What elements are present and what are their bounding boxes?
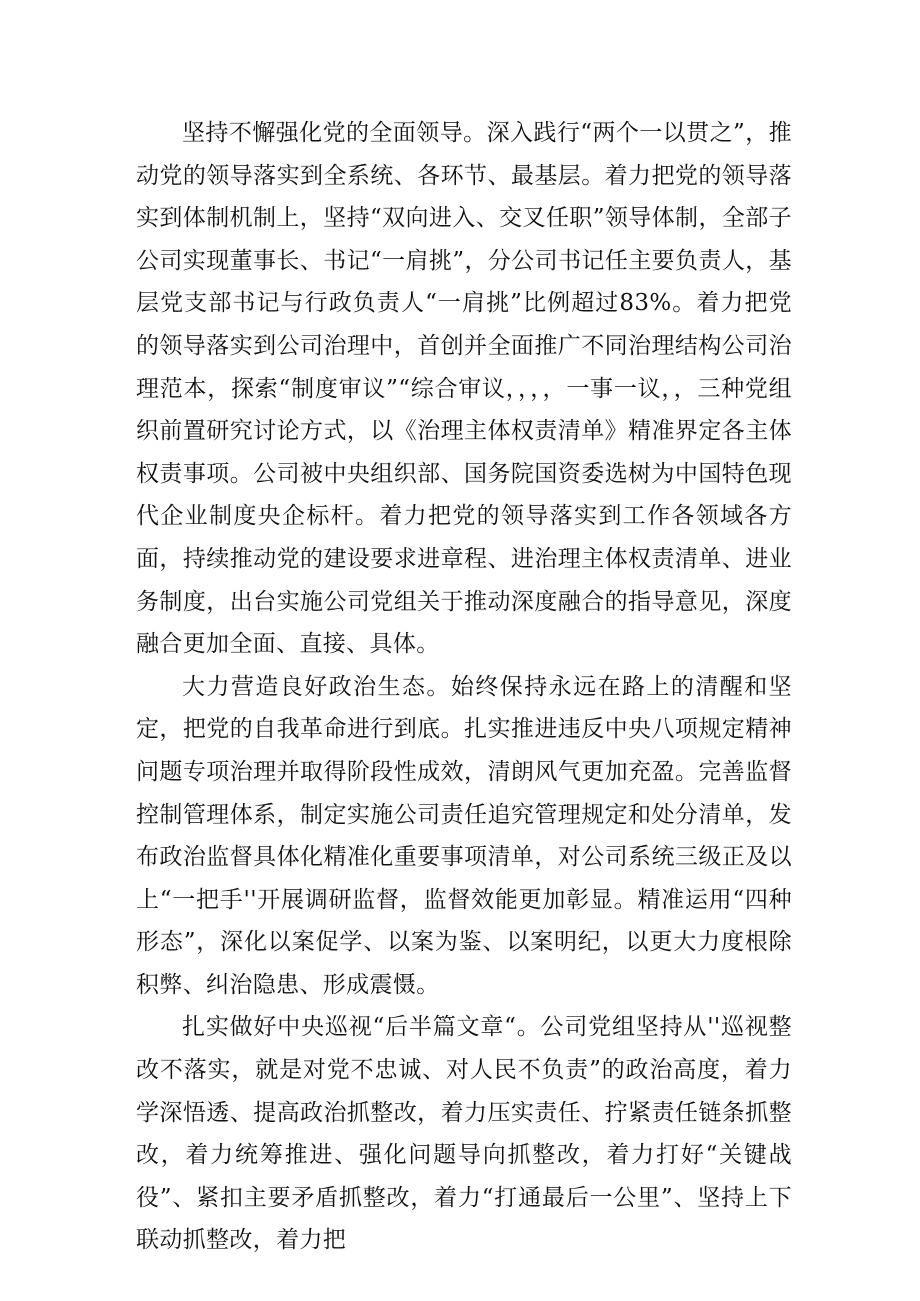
paragraph-political-ecology: 大力营造良好政治生态。始终保持永远在路上的清醒和坚定，把党的自我革命进行到底。扎实推进违反中央八项规定精神问题专项治理并取得阶段性成效，清朗风气更加充盈。完善监督控制管理体系，制定实施公司责任追究管理规定和处分清单，发布政治监督具体化精准化重要事项清单，对公司系统三级正及以上“一把手''开展调研监督，监督效能更加彰显。精准运用“四种形态”，深化以案促学、以案为鉴、以案明纪，以更大力度根除积弊、纠治隐患、形成震慑。 <box>136 673 792 998</box>
document-body <box>136 112 792 1262</box>
paragraph-party-leadership: 坚持不懈强化党的全面领导。深入践行“两个一以贯之”，推动党的领导落实到全系统、各环节、最基层。着力把党的领导落实到体制机制上，坚持“双向进入、交叉任职”领导体制，全部子公司实现董事长、书记“一肩挑”，分公司书记任主要负责人，基层党支部书记与行政负责人“一肩挑”比例超过83%。着力把党的领导落实到公司治理中，首创并全面推广不同治理结构公司治理范本，探索“制度审议”“综合审议，，，，一事一议，，三种党组织前置研究讨论方式，以《治理主体权责清单》精准界定各主体权责事项。公司被中央组织部、国务院国资委选树为中国特色现代企业制度央企标杆。着力把党的领导落实到工作各领域各方面，持续推动党的建设要求进章程、进治理主体权责清单、进业务制度，出台实施公司党组关于推动深度融合的指导意见，深度融合更加全面、直接、具体。 <box>136 120 792 658</box>
paragraph-inspection-rectification: 扎实做好中央巡视“后半篇文章“。公司党组坚持从''巡视整改不落实，就是对党不忠诚、对人民不负责”的政治高度，着力学深悟透、提高政治抓整改，着力压实责任、拧紧责任链条抓整改，着力统筹推进、强化问题导向抓整改，着力打好“关键战役”、紧扣主要矛盾抓整改，着力“打通最后一公里”、坚持上下联动抓整改，着力把 <box>136 1014 792 1254</box>
